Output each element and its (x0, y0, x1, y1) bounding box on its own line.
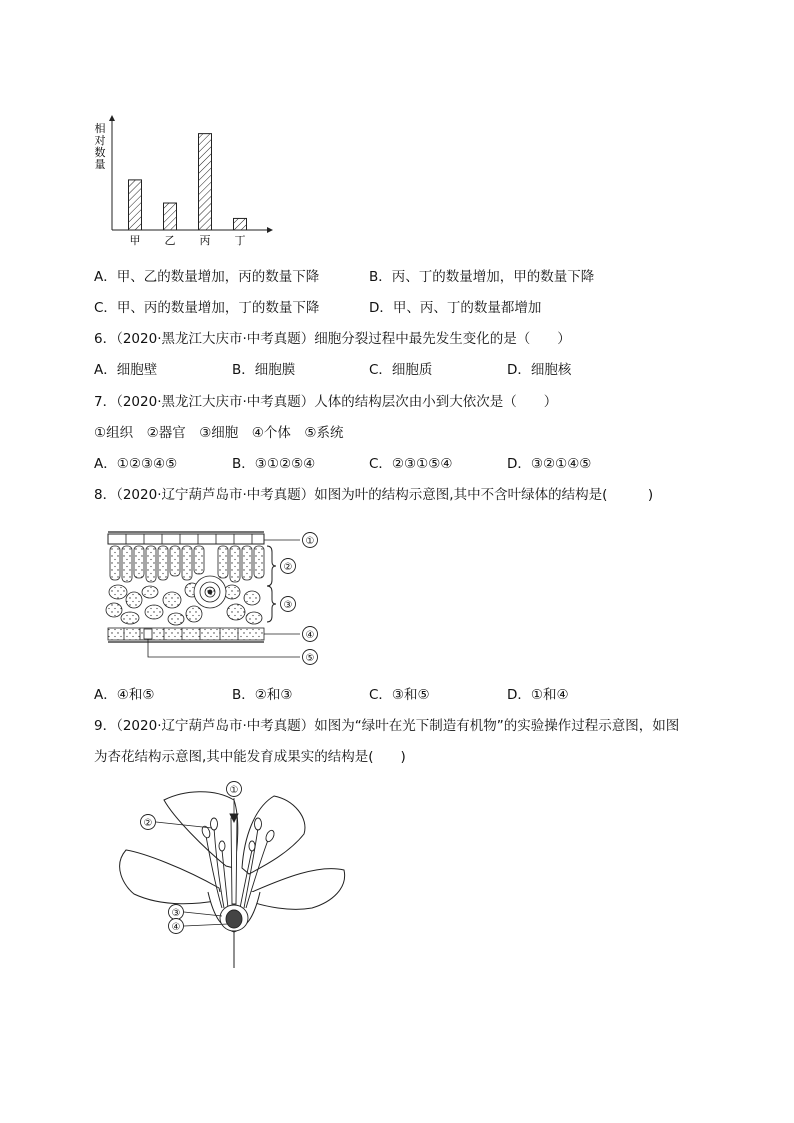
q7-items: ①组织 ②器官 ③细胞 ④个体 ⑤系统 (94, 425, 344, 441)
q6-option-b[interactable]: B．细胞膜 (232, 362, 296, 378)
palisade-tissue (110, 546, 264, 582)
q5-option-c[interactable]: C．甲、丙的数量增加，丁的数量下降 (94, 300, 320, 316)
q7-option-c[interactable]: C．②③①⑤④ (369, 456, 453, 472)
q5-option-a[interactable]: A．甲、乙的数量增加，丙的数量下降 (94, 269, 320, 285)
petal-upper-left (164, 792, 238, 868)
petal-right (252, 869, 345, 910)
leaf-label-3: ③ (283, 600, 293, 611)
q6-option-c[interactable]: C．细胞质 (369, 362, 433, 378)
q7-option-b[interactable]: B．③①②⑤④ (232, 456, 316, 472)
spongy-tissue (106, 583, 262, 625)
y-label-char-2: 数 (94, 146, 106, 159)
q8-option-c[interactable]: C．③和⑤ (369, 687, 430, 703)
q5-option-d[interactable]: D．甲、丙、丁的数量都增加 (369, 300, 542, 316)
q6-option-d[interactable]: D．细胞核 (507, 362, 572, 378)
x-tick-label-0: 甲 (129, 234, 141, 247)
upper-epidermis (108, 532, 264, 544)
q8-stem: 8．（2020·辽宁葫芦岛市·中考真题）如图为叶的结构示意图,其中不含叶绿体的结构是( ) (94, 487, 654, 503)
flower-label-4: ④ (171, 922, 181, 933)
q7-option-a[interactable]: A．①②③④⑤ (94, 456, 178, 472)
population-bar-chart (90, 112, 290, 252)
flower-label-3: ③ (171, 908, 181, 919)
q8-option-b[interactable]: B．②和③ (232, 687, 293, 703)
q5-option-b[interactable]: B．丙、丁的数量增加，甲的数量下降 (369, 269, 595, 285)
q8-option-a[interactable]: A．④和⑤ (94, 687, 155, 703)
q9-stem-line2: 为杏花结构示意图,其中能发育成果实的结构是( ) (94, 749, 406, 765)
leaf-label-1: ① (305, 536, 315, 547)
x-tick-label-2: 丙 (199, 234, 211, 247)
x-tick-label-3: 丁 (234, 234, 246, 247)
petal-left (120, 850, 222, 904)
q7-option-d[interactable]: D．③②①④⑤ (507, 456, 592, 472)
q6-option-a[interactable]: A．细胞壁 (94, 362, 158, 378)
bar-1 (164, 203, 177, 230)
leaf-label-2: ② (283, 562, 293, 573)
y-label-char-3: 量 (94, 158, 106, 171)
q8-option-d[interactable]: D．①和④ (507, 687, 569, 703)
q6-stem: 6．（2020·黑龙江大庆市·中考真题）细胞分裂过程中最先发生变化的是（ ） (94, 331, 571, 347)
q7-stem: 7．（2020·黑龙江大庆市·中考真题）人体的结构层次由小到大依次是（ ） (94, 394, 558, 410)
x-tick-label-1: 乙 (164, 234, 176, 247)
y-label-char-0: 相 (94, 122, 106, 135)
bar-2 (199, 134, 212, 230)
y-axis-label (95, 121, 106, 171)
leaf-label-4: ④ (305, 630, 315, 641)
bar-3 (234, 218, 247, 230)
leaf-cross-section-figure (104, 526, 326, 668)
lower-epidermis (108, 628, 264, 642)
apricot-flower-figure (104, 778, 364, 970)
flower-label-1: ① (229, 785, 239, 796)
bar-0 (129, 180, 142, 230)
flower-label-2: ② (143, 818, 153, 829)
q9-stem-line1: 9．（2020·辽宁葫芦岛市·中考真题）如图为“绿叶在光下制造有机物”的实验操作过程示意图，如图 (94, 718, 680, 734)
leaf-label-5: ⑤ (305, 653, 315, 664)
leaf-vein (194, 576, 226, 608)
y-label-char-1: 对 (94, 134, 106, 147)
